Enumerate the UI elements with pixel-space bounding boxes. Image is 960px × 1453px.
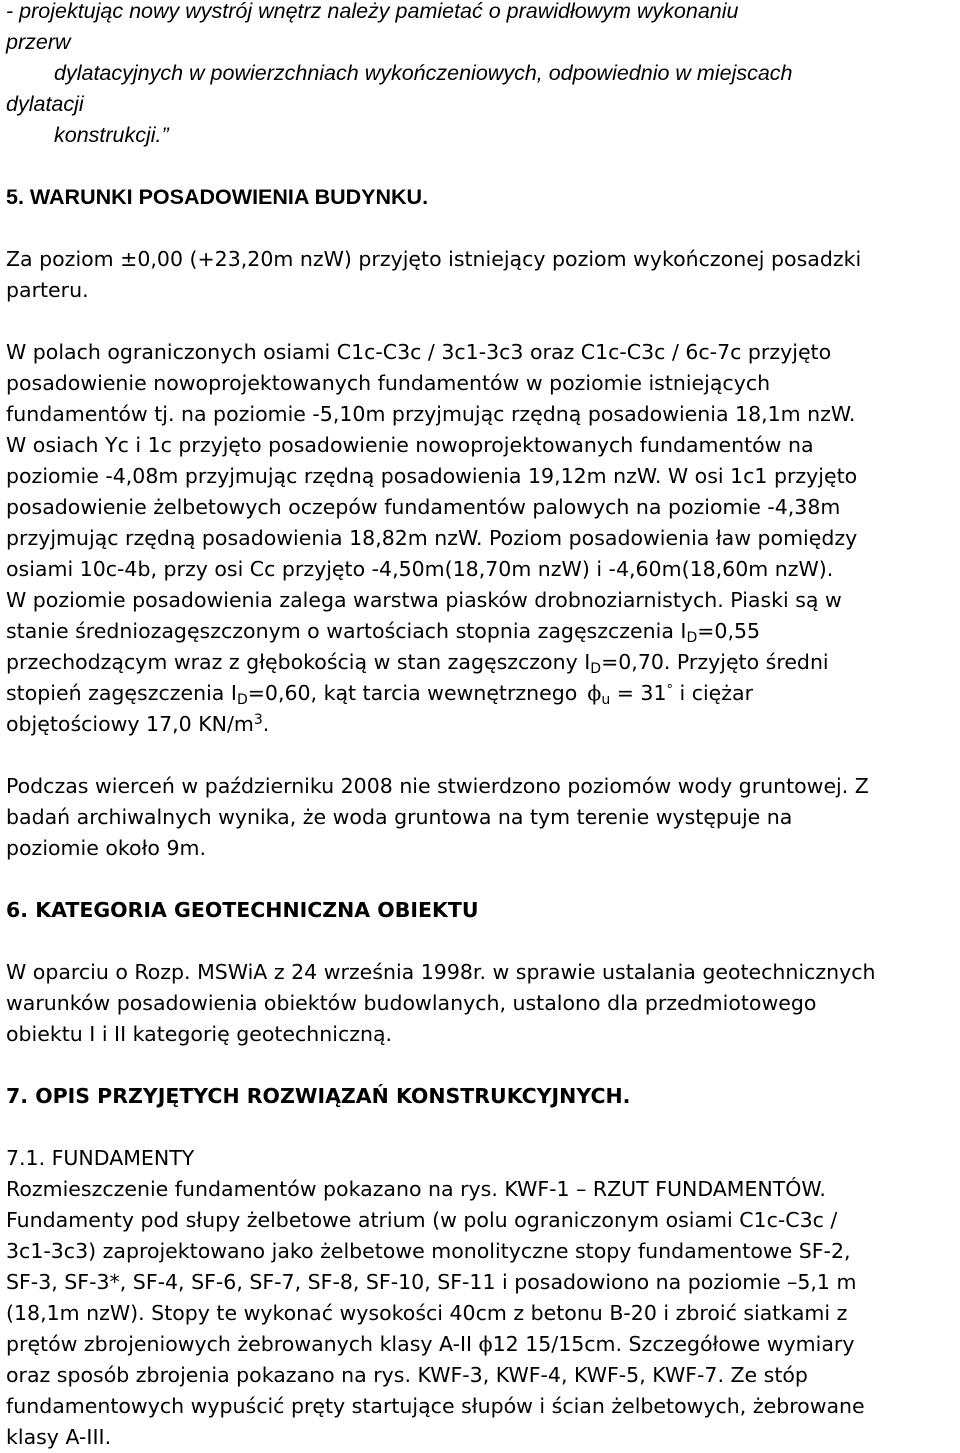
section-5-heading: 5. WARUNKI POSADOWIENIA BUDYNKU. xyxy=(6,185,429,209)
subscript: D xyxy=(686,630,698,646)
paragraph-line: W osiach Yc i 1c przyjęto posadowienie nowoprojektowanych fundamentów na xyxy=(6,433,814,457)
phi-symbol: ϕ xyxy=(587,681,602,705)
paragraph-line: warunków posadowienia obiektów budowlanych, ustalono dla przedmiotowego xyxy=(6,991,817,1015)
text-run: =0,70. Przyjęto średni xyxy=(601,650,829,674)
paragraph-line: Za poziom ±0,00 (+23,20m nzW) przyjęto istniejący poziom wykończonej posadzki xyxy=(6,247,862,271)
text-run: objętościowy 17,0 KN/m xyxy=(6,712,254,736)
text-run: =0,55 xyxy=(697,619,761,643)
paragraph-line: oraz sposób zbrojenia pokazano na rys. KWF-3, KWF-4, KWF-5, KWF-7. Ze stóp xyxy=(6,1363,808,1387)
paragraph-line: Rozmieszczenie fundamentów pokazano na rys. KWF-1 – RZUT FUNDAMENTÓW. xyxy=(6,1177,826,1201)
intro-line: dylatacyjnych w powierzchniach wykończeniowych, odpowiednio w miejscach xyxy=(54,61,793,85)
paragraph-line: posadowienie nowoprojektowanych fundamentów w poziomie istniejących xyxy=(6,371,771,395)
subsection-7-1-heading: 7.1. FUNDAMENTY xyxy=(6,1146,195,1170)
superscript: 3 xyxy=(253,712,263,728)
text-run: =0,60, kąt tarcia wewnętrznego xyxy=(247,681,578,705)
paragraph-line: 3c1-3c3) zaprojektowano jako żelbetowe monolityczne stopy fundamentowe SF-2, xyxy=(6,1239,851,1263)
paragraph-line: poziomie -4,08m przyjmując rzędną posadowienia 19,12m nzW. W osi 1c1 przyjęto xyxy=(6,464,858,488)
text-run: = 31 xyxy=(610,681,667,705)
text-run: stopień zagęszczenia I xyxy=(6,681,237,705)
paragraph-line: fundamentowych wypuścić pręty startujące słupów i ścian żelbetowych, żebrowane xyxy=(6,1394,865,1418)
paragraph-line: obiektu I i II kategorię geotechniczną. xyxy=(6,1022,393,1046)
section-7-heading: 7. OPIS PRZYJĘTYCH ROZWIĄZAŃ KONSTRUKCYJNYCH. xyxy=(6,1084,631,1108)
text-run: przechodzącym wraz z głębokością w stan zagęszczony I xyxy=(6,650,591,674)
paragraph-line: W oparciu o Rozp. MSWiA z 24 września 1998r. w sprawie ustalania geotechnicznych xyxy=(6,960,876,984)
intro-line: konstrukcji.” xyxy=(54,123,169,147)
intro-line: przerw xyxy=(6,30,71,54)
paragraph-line: Podczas wierceń w październiku 2008 nie stwierdzono poziomów wody gruntowej. Z xyxy=(6,774,869,798)
paragraph-line: W poziomie posadowienia zalega warstwa piasków drobnoziarnistych. Piaski są w xyxy=(6,588,842,612)
paragraph-line xyxy=(6,647,958,678)
paragraph-line: przyjmując rzędną posadowienia 18,82m nzW. Poziom posadowienia ław pomiędzy xyxy=(6,526,858,550)
text-run: prętów zbrojeniowych żebrowanych klasy A-II xyxy=(6,1332,479,1356)
paragraph-line: klasy A-III. xyxy=(6,1425,112,1449)
paragraph-line: SF-3, SF-3*, SF-4, SF-6, SF-7, SF-8, SF-10, SF-11 i posadowiono na poziomie –5,1 m xyxy=(6,1270,857,1294)
paragraph-line xyxy=(6,1329,958,1360)
paragraph-line: posadowienie żelbetowych oczepów fundamentów palowych na poziomie -4,38m xyxy=(6,495,841,519)
paragraph-line xyxy=(6,709,958,740)
text-run: stanie średniozagęszczonym o wartościach stopnia zagęszczenia I xyxy=(6,619,687,643)
subscript: D xyxy=(590,661,602,677)
intro-line: dylatacji xyxy=(6,92,84,116)
section-6-heading: 6. KATEGORIA GEOTECHNICZNA OBIEKTU xyxy=(6,898,479,922)
text-run: i ciężar xyxy=(672,681,754,705)
paragraph-line: Fundamenty pod słupy żelbetowe atrium (w polu ograniczonym osiami C1c-C3c / xyxy=(6,1208,838,1232)
phi-symbol: ϕ xyxy=(478,1332,493,1356)
paragraph-line: (18,1m nzW). Stopy te wykonać wysokości 40cm z betonu B-20 i zbroić siatkami z xyxy=(6,1301,848,1325)
intro-line: - projektując nowy wystrój wnętrz należy pamietać o prawidłowym wykonaniu xyxy=(6,0,739,23)
paragraph-line: poziomie około 9m. xyxy=(6,836,206,860)
subscript: u xyxy=(601,692,611,708)
subscript: D xyxy=(236,692,248,708)
paragraph-line: fundamentów tj. na poziomie -5,10m przyjmując rzędną posadowienia 18,1m nzW. xyxy=(6,402,856,426)
paragraph-line: W polach ograniczonych osiami C1c-C3c / 3c1-3c3 oraz C1c-C3c / 6c-7c przyjęto xyxy=(6,340,832,364)
paragraph-line: parteru. xyxy=(6,278,89,302)
paragraph-line: osiami 10c-4b, przy osi Cc przyjęto -4,50m(18,70m nzW) i -4,60m(18,60m nzW). xyxy=(6,557,834,581)
paragraph-line xyxy=(6,678,958,709)
degree-symbol: ° xyxy=(666,683,673,698)
paragraph-line xyxy=(6,616,958,647)
paragraph-line: badań archiwalnych wynika, że woda gruntowa na tym terenie występuje na xyxy=(6,805,793,829)
document-page xyxy=(6,0,958,1453)
text-run: 12 15/15cm. Szczegółowe wymiary xyxy=(492,1332,855,1356)
text-run: . xyxy=(262,712,270,736)
